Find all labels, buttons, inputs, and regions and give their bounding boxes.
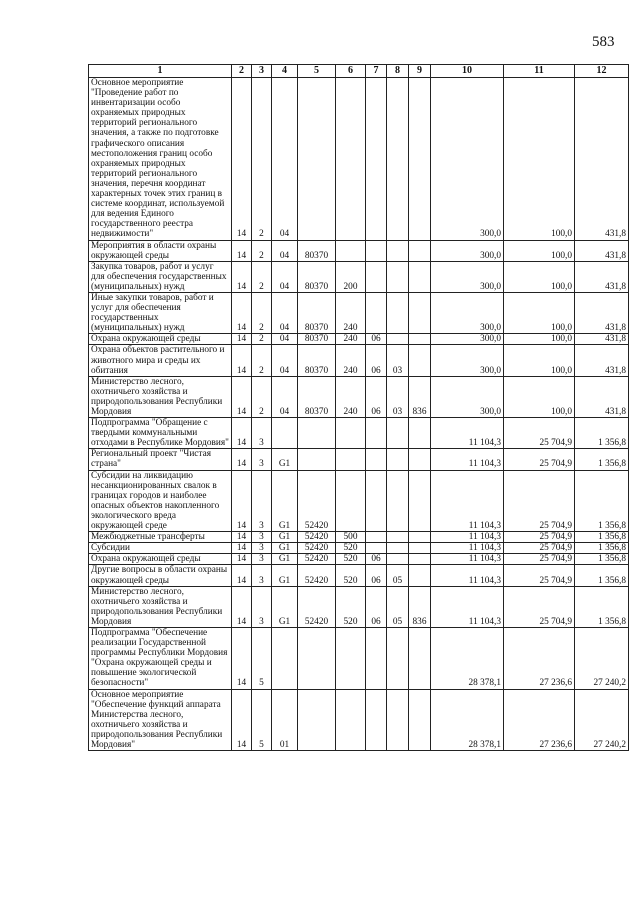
table-row <box>89 334 629 345</box>
amount-cell: 431,8 <box>575 345 629 376</box>
code-cell <box>298 418 336 449</box>
amount-cell: 1 356,8 <box>575 586 629 627</box>
column-header: 9 <box>409 65 431 78</box>
amount-cell: 1 356,8 <box>575 543 629 554</box>
code-cell: 14 <box>232 543 252 554</box>
code-cell <box>409 470 431 532</box>
code-cell: 2 <box>252 240 272 261</box>
column-header: 8 <box>387 65 409 78</box>
amount-cell: 1 356,8 <box>575 554 629 565</box>
code-cell: 04 <box>272 78 298 241</box>
column-header: 3 <box>252 65 272 78</box>
code-cell <box>272 418 298 449</box>
code-cell <box>387 240 409 261</box>
amount-cell: 300,0 <box>431 376 504 417</box>
code-cell: G1 <box>272 532 298 543</box>
amount-cell: 300,0 <box>431 240 504 261</box>
code-cell: 14 <box>232 418 252 449</box>
code-cell <box>409 261 431 292</box>
amount-cell: 100,0 <box>504 345 575 376</box>
amount-cell: 1 356,8 <box>575 470 629 532</box>
column-header: 10 <box>431 65 504 78</box>
code-cell <box>298 627 336 689</box>
code-cell: 14 <box>232 292 252 333</box>
code-cell: 05 <box>387 586 409 627</box>
row-name-cell: Основное мероприятие "Обеспечение функций аппарата Министерства лесного, охотничьего хозяйства и природопользования Республики Мордовия" <box>89 689 232 751</box>
amount-cell: 27 236,6 <box>504 689 575 751</box>
row-name-cell: Закупка товаров, работ и услуг для обеспечения государственных (муниципальных) нужд <box>89 261 232 292</box>
row-name-cell: Субсидии <box>89 543 232 554</box>
code-cell: 06 <box>366 345 387 376</box>
code-cell: 80370 <box>298 345 336 376</box>
code-cell <box>336 627 366 689</box>
code-cell <box>387 689 409 751</box>
code-cell: 14 <box>232 376 252 417</box>
code-cell <box>366 532 387 543</box>
row-name-cell: Другие вопросы в области охраны окружающей среды <box>89 565 232 586</box>
amount-cell: 25 704,9 <box>504 449 575 470</box>
row-name-cell: Основное мероприятие "Проведение работ по инвентаризации особо охраняемых природных территорий регионального значения, а также по подготовке графического описания местоположения границ особо охраняемых природных территорий регионального значения, перечня координат характерных точек этих границ в системе координат, используемой для ведения Единого государственного реестра недвижимости" <box>89 78 232 241</box>
row-name-cell: Региональный проект "Чистая страна" <box>89 449 232 470</box>
code-cell: 3 <box>252 532 272 543</box>
code-cell: 14 <box>232 240 252 261</box>
code-cell: G1 <box>272 586 298 627</box>
code-cell: 14 <box>232 689 252 751</box>
row-name-cell: Министерство лесного, охотничьего хозяйства и природопользования Республики Мордовия <box>89 376 232 417</box>
code-cell <box>298 449 336 470</box>
code-cell: 80370 <box>298 292 336 333</box>
code-cell: 2 <box>252 334 272 345</box>
code-cell: 06 <box>366 586 387 627</box>
table-row <box>89 554 629 565</box>
code-cell <box>298 689 336 751</box>
code-cell: G1 <box>272 565 298 586</box>
code-cell <box>409 334 431 345</box>
amount-cell: 100,0 <box>504 334 575 345</box>
code-cell <box>387 334 409 345</box>
code-cell: 3 <box>252 554 272 565</box>
code-cell: 03 <box>387 376 409 417</box>
table-row <box>89 586 629 627</box>
code-cell <box>409 292 431 333</box>
table-row <box>89 470 629 532</box>
code-cell: 14 <box>232 449 252 470</box>
row-name-cell: Охрана окружающей среды <box>89 334 232 345</box>
amount-cell: 100,0 <box>504 376 575 417</box>
code-cell: 14 <box>232 261 252 292</box>
table-row <box>89 543 629 554</box>
code-cell <box>387 532 409 543</box>
code-cell: 3 <box>252 565 272 586</box>
amount-cell: 100,0 <box>504 78 575 241</box>
code-cell: 14 <box>232 345 252 376</box>
code-cell <box>298 78 336 241</box>
code-cell <box>409 345 431 376</box>
code-cell: 520 <box>336 586 366 627</box>
code-cell <box>336 78 366 241</box>
table-row <box>89 627 629 689</box>
code-cell: 240 <box>336 334 366 345</box>
code-cell <box>366 418 387 449</box>
code-cell: 3 <box>252 586 272 627</box>
table-row <box>89 689 629 751</box>
amount-cell: 27 240,2 <box>575 689 629 751</box>
row-name-cell: Мероприятия в области охраны окружающей среды <box>89 240 232 261</box>
amount-cell: 300,0 <box>431 261 504 292</box>
code-cell: 80370 <box>298 334 336 345</box>
code-cell: 03 <box>387 345 409 376</box>
code-cell: 520 <box>336 543 366 554</box>
row-name-cell: Подпрограмма "Обеспечение реализации Государственной программы Республики Мордовия "Охрана окружающей среды и повышение экологической безопасности" <box>89 627 232 689</box>
code-cell <box>409 627 431 689</box>
table-row <box>89 449 629 470</box>
code-cell: 14 <box>232 586 252 627</box>
code-cell: 52420 <box>298 470 336 532</box>
code-cell: 52420 <box>298 554 336 565</box>
amount-cell: 300,0 <box>431 78 504 241</box>
amount-cell: 11 104,3 <box>431 470 504 532</box>
amount-cell: 431,8 <box>575 261 629 292</box>
column-header: 12 <box>575 65 629 78</box>
code-cell <box>387 418 409 449</box>
code-cell: 200 <box>336 261 366 292</box>
code-cell: 3 <box>252 543 272 554</box>
amount-cell: 11 104,3 <box>431 418 504 449</box>
row-name-cell: Иные закупки товаров, работ и услуг для обеспечения государственных (муниципальных) нужд <box>89 292 232 333</box>
column-header: 2 <box>232 65 252 78</box>
code-cell: 836 <box>409 586 431 627</box>
code-cell <box>387 554 409 565</box>
amount-cell: 11 104,3 <box>431 565 504 586</box>
code-cell: G1 <box>272 554 298 565</box>
code-cell <box>409 240 431 261</box>
table-row <box>89 376 629 417</box>
code-cell: 04 <box>272 292 298 333</box>
code-cell <box>409 532 431 543</box>
table-header-row <box>89 65 629 78</box>
amount-cell: 1 356,8 <box>575 418 629 449</box>
amount-cell: 431,8 <box>575 78 629 241</box>
code-cell: 05 <box>387 565 409 586</box>
amount-cell: 300,0 <box>431 345 504 376</box>
column-header: 4 <box>272 65 298 78</box>
amount-cell: 431,8 <box>575 334 629 345</box>
amount-cell: 11 104,3 <box>431 532 504 543</box>
code-cell <box>387 470 409 532</box>
budget-table <box>88 64 629 751</box>
code-cell: 14 <box>232 470 252 532</box>
table-row <box>89 345 629 376</box>
amount-cell: 100,0 <box>504 261 575 292</box>
amount-cell: 25 704,9 <box>504 554 575 565</box>
amount-cell: 25 704,9 <box>504 418 575 449</box>
code-cell <box>387 261 409 292</box>
code-cell: 14 <box>232 627 252 689</box>
code-cell <box>336 689 366 751</box>
code-cell: 3 <box>252 449 272 470</box>
code-cell: 2 <box>252 376 272 417</box>
code-cell: 520 <box>336 554 366 565</box>
row-name-cell: Охрана объектов растительного и животного мира и среды их обитания <box>89 345 232 376</box>
table-row <box>89 418 629 449</box>
code-cell: 04 <box>272 240 298 261</box>
table-body <box>89 78 629 751</box>
code-cell: 06 <box>366 565 387 586</box>
amount-cell: 1 356,8 <box>575 532 629 543</box>
amount-cell: 11 104,3 <box>431 554 504 565</box>
code-cell <box>366 543 387 554</box>
amount-cell: 25 704,9 <box>504 565 575 586</box>
code-cell: 04 <box>272 345 298 376</box>
code-cell: 80370 <box>298 240 336 261</box>
code-cell: 14 <box>232 78 252 241</box>
amount-cell: 300,0 <box>431 292 504 333</box>
amount-cell: 27 240,2 <box>575 627 629 689</box>
code-cell: 04 <box>272 376 298 417</box>
code-cell <box>366 240 387 261</box>
code-cell: 01 <box>272 689 298 751</box>
amount-cell: 100,0 <box>504 240 575 261</box>
code-cell: 520 <box>336 565 366 586</box>
code-cell <box>336 449 366 470</box>
code-cell: 06 <box>366 554 387 565</box>
code-cell <box>409 565 431 586</box>
row-name-cell: Охрана окружающей среды <box>89 554 232 565</box>
table-row <box>89 292 629 333</box>
code-cell: 2 <box>252 261 272 292</box>
amount-cell: 11 104,3 <box>431 586 504 627</box>
table-row <box>89 565 629 586</box>
code-cell: 14 <box>232 554 252 565</box>
amount-cell: 1 356,8 <box>575 449 629 470</box>
code-cell <box>387 292 409 333</box>
row-name-cell: Межбюджетные трансферты <box>89 532 232 543</box>
code-cell <box>366 292 387 333</box>
code-cell: 3 <box>252 418 272 449</box>
amount-cell: 1 356,8 <box>575 565 629 586</box>
amount-cell: 100,0 <box>504 292 575 333</box>
amount-cell: 25 704,9 <box>504 543 575 554</box>
code-cell: 52420 <box>298 543 336 554</box>
amount-cell: 25 704,9 <box>504 470 575 532</box>
table-row <box>89 261 629 292</box>
code-cell <box>366 627 387 689</box>
amount-cell: 431,8 <box>575 240 629 261</box>
amount-cell: 300,0 <box>431 334 504 345</box>
amount-cell: 431,8 <box>575 292 629 333</box>
code-cell: 04 <box>272 334 298 345</box>
code-cell: 240 <box>336 376 366 417</box>
amount-cell: 28 378,1 <box>431 627 504 689</box>
table-row <box>89 240 629 261</box>
code-cell <box>366 470 387 532</box>
code-cell: 80370 <box>298 261 336 292</box>
code-cell: 240 <box>336 292 366 333</box>
code-cell: G1 <box>272 449 298 470</box>
code-cell <box>387 543 409 554</box>
page-number: 583 <box>592 34 615 50</box>
code-cell <box>409 689 431 751</box>
code-cell <box>336 418 366 449</box>
code-cell: 2 <box>252 292 272 333</box>
code-cell: 5 <box>252 689 272 751</box>
amount-cell: 11 104,3 <box>431 543 504 554</box>
code-cell <box>409 554 431 565</box>
code-cell: 14 <box>232 565 252 586</box>
amount-cell: 11 104,3 <box>431 449 504 470</box>
code-cell: 52420 <box>298 586 336 627</box>
code-cell <box>409 449 431 470</box>
code-cell: 80370 <box>298 376 336 417</box>
code-cell <box>272 627 298 689</box>
code-cell <box>336 240 366 261</box>
code-cell <box>409 543 431 554</box>
code-cell <box>409 78 431 241</box>
code-cell <box>409 418 431 449</box>
code-cell: 5 <box>252 627 272 689</box>
code-cell <box>366 261 387 292</box>
amount-cell: 28 378,1 <box>431 689 504 751</box>
code-cell: 06 <box>366 334 387 345</box>
column-header: 6 <box>336 65 366 78</box>
row-name-cell: Подпрограмма "Обращение с твердыми коммунальными отходами в Республике Мордовия" <box>89 418 232 449</box>
row-name-cell: Субсидии на ликвидацию несанкционированных свалок в границах городов и наиболее опасных объектов накопленного экологического вреда окружающей среде <box>89 470 232 532</box>
code-cell <box>336 470 366 532</box>
code-cell <box>366 78 387 241</box>
code-cell <box>366 449 387 470</box>
code-cell <box>366 689 387 751</box>
amount-cell: 25 704,9 <box>504 586 575 627</box>
amount-cell: 431,8 <box>575 376 629 417</box>
code-cell: 06 <box>366 376 387 417</box>
row-name-cell: Министерство лесного, охотничьего хозяйства и природопользования Республики Мордовия <box>89 586 232 627</box>
column-header: 7 <box>366 65 387 78</box>
code-cell: 2 <box>252 78 272 241</box>
column-header: 5 <box>298 65 336 78</box>
code-cell: 52420 <box>298 532 336 543</box>
code-cell: 2 <box>252 345 272 376</box>
code-cell <box>387 627 409 689</box>
code-cell: 52420 <box>298 565 336 586</box>
code-cell <box>387 78 409 241</box>
code-cell <box>387 449 409 470</box>
code-cell: 836 <box>409 376 431 417</box>
code-cell: 3 <box>252 470 272 532</box>
code-cell: G1 <box>272 543 298 554</box>
amount-cell: 25 704,9 <box>504 532 575 543</box>
table-row <box>89 532 629 543</box>
code-cell: 240 <box>336 345 366 376</box>
column-header: 11 <box>504 65 575 78</box>
code-cell: G1 <box>272 470 298 532</box>
table-row <box>89 78 629 241</box>
code-cell: 04 <box>272 261 298 292</box>
amount-cell: 27 236,6 <box>504 627 575 689</box>
code-cell: 14 <box>232 334 252 345</box>
code-cell: 500 <box>336 532 366 543</box>
code-cell: 14 <box>232 532 252 543</box>
column-header: 1 <box>89 65 232 78</box>
